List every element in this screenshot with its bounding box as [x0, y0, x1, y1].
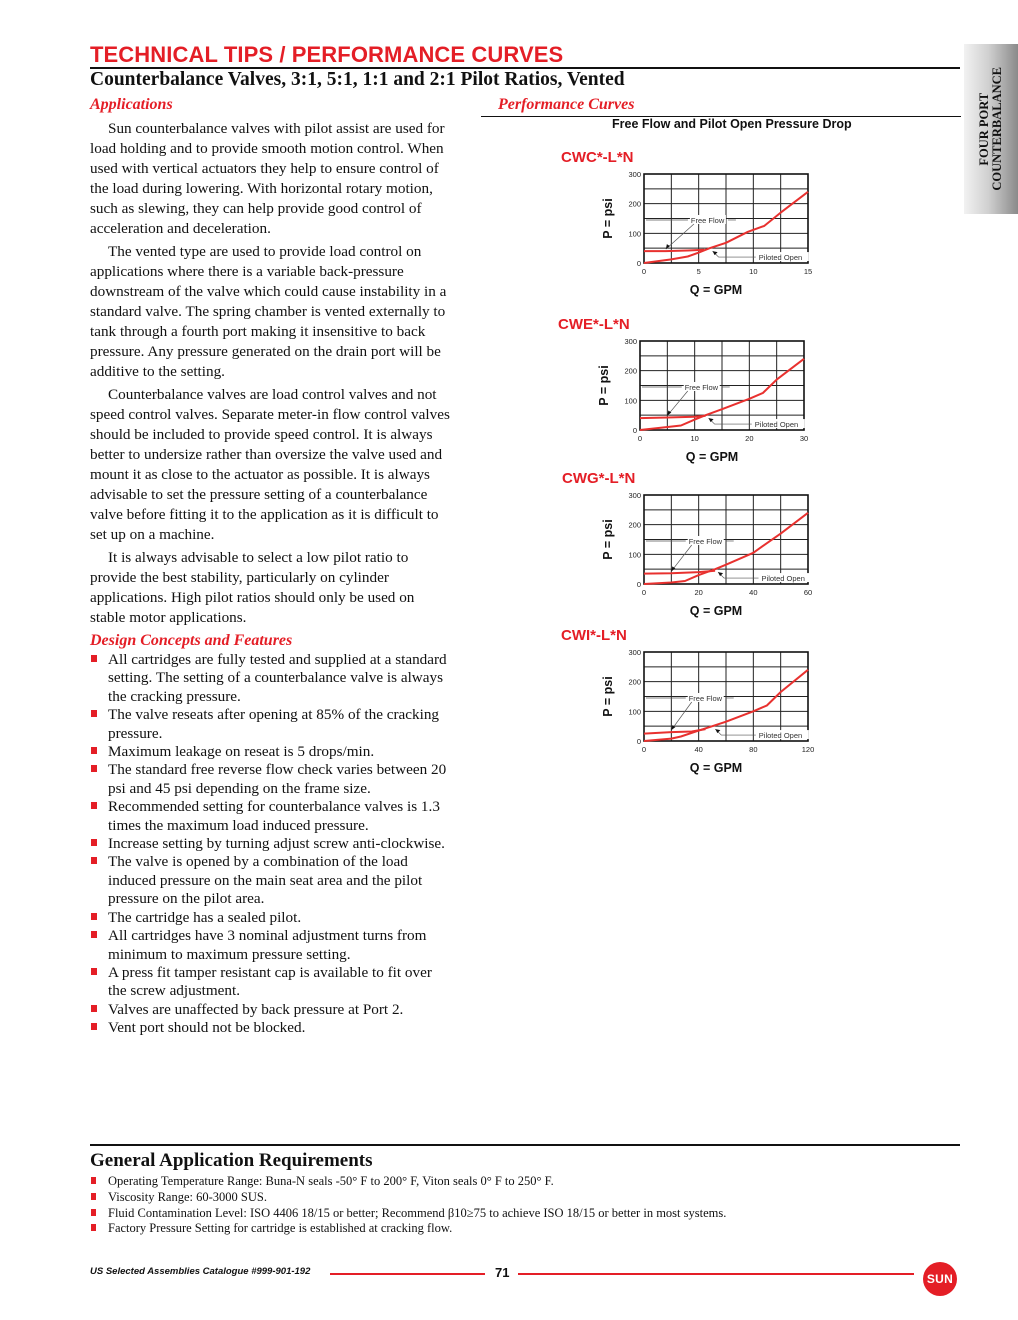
section-side-tab	[964, 44, 1018, 214]
svg-text:300: 300	[628, 170, 641, 179]
svg-text:300: 300	[624, 337, 637, 346]
svg-text:P = psi: P = psi	[601, 519, 615, 560]
chart-title: CWE*-L*N	[558, 316, 630, 333]
svg-text:Q = GPM: Q = GPM	[689, 761, 743, 775]
list-item: The cartridge has a sealed pilot.	[90, 909, 450, 927]
svg-text:10: 10	[690, 434, 699, 443]
list-item: All cartridges have 3 nominal adjustment turns from minimum to maximum pressure setting.	[90, 927, 450, 964]
svg-text:300: 300	[628, 491, 641, 500]
svg-text:0: 0	[636, 580, 641, 589]
svg-text:200: 200	[628, 199, 641, 209]
svg-text:Q = GPM: Q = GPM	[685, 450, 739, 464]
paragraph: Counterbalance valves are load control valves and not speed control valves. Separate meter-in flow control valves should be included to provide speed control. It is always better to undersize rather than oversize the valve used and mount it as close to the actuator as possible. It is always advisable to set the pressure setting of a counterbalance valve before fitting it to the application as it is difficult to set up on a machine.	[90, 386, 450, 543]
svg-text:100: 100	[624, 396, 637, 406]
paragraph: It is always advisable to select a low pilot ratio to provide the best stability, particularly on cylinder applications. High pilot ratios should only be used on stable motor applications.	[90, 549, 415, 626]
chart-plot	[556, 469, 826, 624]
svg-text:300: 300	[628, 648, 641, 657]
svg-text:10: 10	[749, 267, 758, 276]
svg-text:0: 0	[636, 259, 641, 268]
svg-text:15: 15	[803, 267, 813, 276]
list-item: Viscosity Range: 60-3000 SUS.	[90, 1190, 950, 1206]
list-item: Factory Pressure Setting for cartridge is established at cracking flow.	[90, 1221, 950, 1237]
list-item: The valve reseats after opening at 85% of the cracking pressure.	[90, 706, 450, 743]
svg-text:100: 100	[628, 229, 641, 239]
applications-heading: Applications	[90, 96, 173, 113]
footer-rule-right	[518, 1273, 914, 1275]
svg-text:0: 0	[632, 426, 637, 435]
svg-text:100: 100	[628, 707, 641, 717]
general-rule	[90, 1144, 960, 1146]
svg-text:Free Flow: Free Flow	[688, 536, 723, 546]
paragraph: Sun counterbalance valves with pilot assist are used for load holding and to provide smooth motion control. When used with vertical actuators they help to ensure control of the load during lowering. With horizontal rotary motion, such as slewing, they can help provide good control of acceleration and deceleration.	[90, 120, 445, 237]
svg-text:Piloted Open: Piloted Open	[758, 253, 803, 263]
svg-text:P = psi: P = psi	[601, 676, 615, 717]
svg-text:P = psi: P = psi	[597, 365, 611, 406]
list-item: Increase setting by turning adjust screw anti-clockwise.	[90, 835, 450, 853]
svg-text:60: 60	[803, 588, 813, 597]
list-item: Fluid Contamination Level: ISO 4406 18/15 or better; Recommend β10≥75 to achieve ISO 18/15 or better in most systems.	[90, 1206, 950, 1222]
chart-cwi	[556, 626, 826, 781]
chart-title: CWG*-L*N	[562, 470, 636, 487]
svg-text:20: 20	[694, 588, 703, 597]
charts-subheading: Free Flow and Pilot Open Pressure Drop	[612, 117, 852, 131]
list-item: Operating Temperature Range: Buna-N seals -50° F to 200° F, Viton seals 0° F to 250° F.	[90, 1174, 950, 1190]
page-title: TECHNICAL TIPS / PERFORMANCE CURVES	[90, 42, 564, 67]
svg-text:20: 20	[745, 434, 754, 443]
list-item: Maximum leakage on reseat is 5 drops/min.	[90, 743, 450, 761]
svg-text:5: 5	[696, 267, 701, 276]
chart-title: CWI*-L*N	[561, 627, 627, 644]
svg-text:120: 120	[801, 745, 815, 754]
chart-plot	[556, 626, 826, 781]
side-tab-label: FOUR PORT COUNTERBALANCE	[977, 67, 1004, 191]
svg-text:200: 200	[628, 520, 641, 530]
svg-text:80: 80	[749, 745, 758, 754]
chart-plot	[556, 148, 826, 303]
svg-text:Free Flow: Free Flow	[688, 693, 723, 703]
svg-text:200: 200	[624, 366, 637, 376]
svg-text:Piloted Open: Piloted Open	[754, 420, 799, 430]
list-item: Recommended setting for counterbalance valves is 1.3 times the maximum load induced pressure.	[90, 798, 450, 835]
performance-heading: Performance Curves	[498, 96, 635, 113]
svg-text:0: 0	[641, 588, 647, 597]
svg-text:200: 200	[628, 677, 641, 687]
chart-plot	[552, 315, 822, 470]
svg-text:0: 0	[636, 737, 641, 746]
list-item: The standard free reverse flow check varies between 20 psi and 45 psi depending on the frame size.	[90, 761, 450, 798]
list-item: Vent port should not be blocked.	[90, 1019, 450, 1037]
list-item: All cartridges are fully tested and supplied at a standard setting. The setting of a counterbalance valve is always the cracking pressure.	[90, 651, 450, 706]
catalogue-reference: US Selected Assemblies Catalogue #999-901-192	[90, 1266, 311, 1277]
svg-text:0: 0	[641, 745, 647, 754]
design-features-list	[90, 651, 450, 1038]
chart-cwc	[556, 148, 826, 303]
paragraph: The vented type are used to provide load control on applications where there is a variable back-pressure downstream of the valve which could cause instability in a standard valve. The spring chamber is vented externally to tank through a fourth port making it insensitive to back pressure. Any pressure generated on the drain port will be additive to the setting.	[90, 243, 447, 380]
page-subtitle: Counterbalance Valves, 3:1, 5:1, 1:1 and 2:1 Pilot Ratios, Vented	[90, 69, 625, 90]
page-number: 71	[495, 1265, 510, 1280]
svg-text:40: 40	[749, 588, 758, 597]
svg-text:40: 40	[694, 745, 703, 754]
svg-text:Q = GPM: Q = GPM	[689, 604, 743, 618]
svg-text:Piloted Open: Piloted Open	[761, 574, 805, 584]
svg-text:0: 0	[641, 267, 647, 276]
svg-text:Q = GPM: Q = GPM	[689, 283, 743, 297]
sun-logo-icon: SUN	[923, 1262, 957, 1296]
svg-text:P = psi: P = psi	[601, 198, 615, 239]
chart-cwg	[556, 469, 826, 624]
design-heading: Design Concepts and Features	[90, 632, 293, 649]
list-item: The valve is opened by a combination of the load induced pressure on the main seat area and the pilot pressure on the pilot area.	[90, 853, 450, 908]
list-item: Valves are unaffected by back pressure at Port 2.	[90, 1001, 450, 1019]
chart-title: CWC*-L*N	[561, 149, 634, 166]
general-requirements-list	[90, 1174, 950, 1237]
applications-body	[90, 119, 450, 1038]
svg-text:100: 100	[628, 550, 641, 560]
svg-text:Free Flow: Free Flow	[684, 382, 719, 392]
chart-cwe	[552, 315, 822, 470]
svg-text:Free Flow: Free Flow	[690, 215, 725, 225]
svg-text:30: 30	[799, 434, 809, 443]
svg-text:Piloted Open: Piloted Open	[758, 731, 803, 741]
general-heading: General Application Requirements	[90, 1150, 373, 1171]
list-item: A press fit tamper resistant cap is available to fit over the screw adjustment.	[90, 964, 450, 1001]
svg-text:0: 0	[637, 434, 643, 443]
footer-rule-left	[330, 1273, 485, 1275]
